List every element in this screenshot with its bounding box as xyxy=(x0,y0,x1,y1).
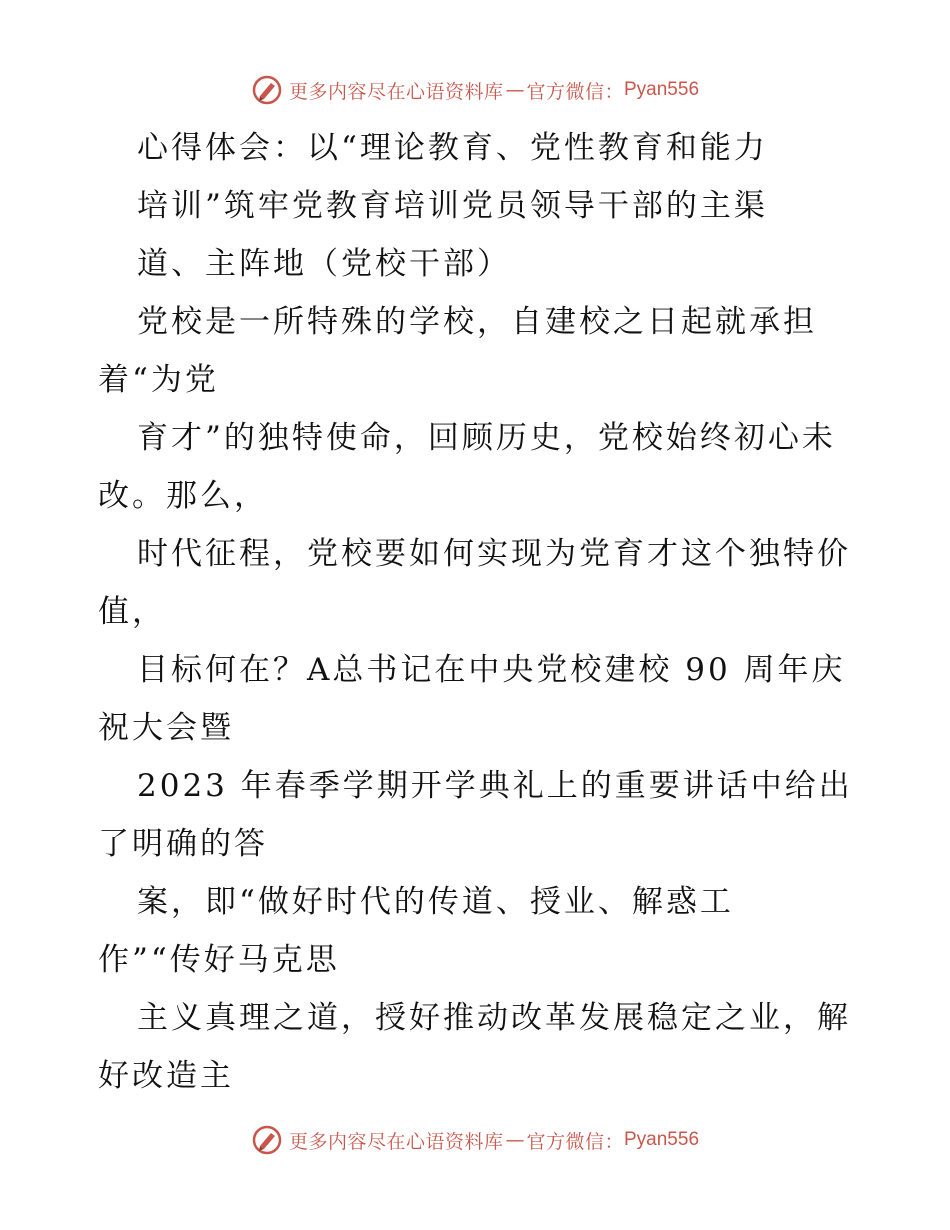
text-line: 了明确的答 xyxy=(98,826,268,862)
text-line: 培训”筑牢党教育培训党员领导干部的主渠 xyxy=(137,188,768,224)
text-line: 值， xyxy=(98,594,166,630)
pen-logo-icon xyxy=(251,1124,283,1156)
watermark-id: Pyan556 xyxy=(624,1129,700,1150)
text-line: 党校是一所特殊的学校，自建校之日起就承担 xyxy=(137,304,817,340)
text-line: 2023 年春季学期开学典礼上的重要讲话中给出 xyxy=(137,768,853,804)
watermark-text: 更多内容尽在心语资料库 xyxy=(288,80,504,103)
text-line: 心得体会：以“理论教育、党性教育和能力 xyxy=(137,130,768,166)
text-line: 育才”的独特使命，回顾历史，党校始终初心未 xyxy=(137,420,836,456)
text-line: 作”“传好马克思 xyxy=(98,942,340,978)
watermark-label: 官方微信： xyxy=(526,80,624,103)
text-line: 目标何在？A总书记在中央党校建校 90 周年庆 xyxy=(137,652,846,688)
text-line: 时代征程，党校要如何实现为党育才这个独特价 xyxy=(137,536,851,572)
watermark-label: 官方微信： xyxy=(526,1130,624,1153)
text-line: 改。那么， xyxy=(98,478,268,514)
text-line: 祝大会暨 xyxy=(98,710,234,746)
watermark-text: 更多内容尽在心语资料库 xyxy=(288,1130,504,1153)
text-line: 案，即“做好时代的传道、授业、解惑工 xyxy=(137,884,734,920)
text-line: 主义真理之道，授好推动改革发展稳定之业，解 xyxy=(137,1000,851,1036)
text-line: 着“为党 xyxy=(98,362,219,398)
watermark-id: Pyan556 xyxy=(624,79,700,100)
footer-watermark xyxy=(0,1120,950,1160)
watermark-dash: — xyxy=(505,79,525,101)
watermark-dash: — xyxy=(505,1129,525,1151)
text-line: 道、主阵地（党校干部） xyxy=(137,246,511,282)
text-line: 好改造主 xyxy=(98,1058,234,1094)
